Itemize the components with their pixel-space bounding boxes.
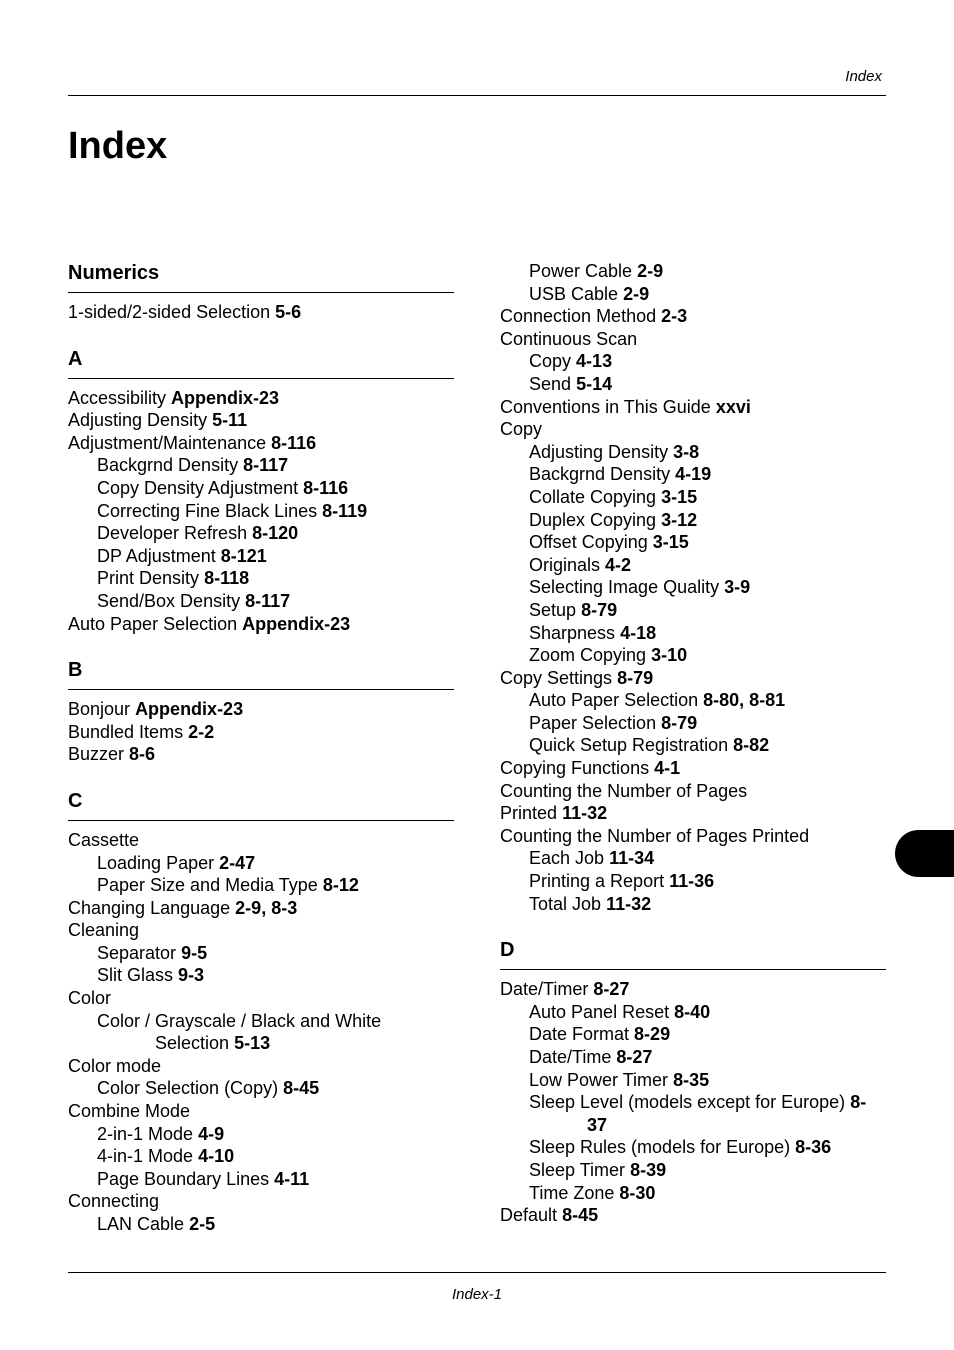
index-term: Sleep Level (models except for Europe) (529, 1092, 846, 1113)
page-reference[interactable]: 4-10 (198, 1146, 235, 1167)
page-reference[interactable]: 8-117 (245, 590, 291, 611)
index-entry (68, 387, 454, 410)
page-reference[interactable]: 4-18 (620, 622, 657, 643)
index-entry (500, 373, 886, 396)
page-reference[interactable]: 5-14 (576, 373, 613, 394)
index-entry (500, 757, 886, 780)
page-title: Index (68, 125, 168, 167)
index-entry (500, 509, 886, 532)
section-heading: D (500, 937, 886, 970)
index-entry (500, 780, 886, 803)
index-entry (500, 1114, 886, 1137)
index-term: Loading Paper (97, 852, 215, 873)
index-entry (500, 1204, 886, 1227)
index-term: Originals (529, 554, 601, 575)
page-reference[interactable]: 8-36 (795, 1137, 832, 1158)
index-entry (500, 1136, 886, 1159)
index-entry (68, 590, 454, 613)
page-reference[interactable]: 8-45 (283, 1078, 320, 1099)
index-entry (500, 418, 886, 441)
page-reference[interactable]: 3-8 (673, 441, 700, 462)
index-term: Bundled Items (68, 721, 184, 742)
page-reference[interactable]: 3-10 (651, 645, 688, 666)
index-entry (68, 1145, 454, 1168)
index-entry (68, 897, 454, 920)
page-reference[interactable]: 2-47 (219, 852, 256, 873)
index-section (500, 260, 886, 915)
chapter-thumb-tab (895, 830, 954, 877)
index-term: Auto Panel Reset (529, 1001, 670, 1022)
index-term: Backgrnd Density (97, 455, 239, 476)
index-term: Copy (500, 419, 543, 440)
index-term: Quick Setup Registration (529, 735, 729, 756)
page-reference[interactable]: 8-82 (733, 735, 770, 756)
page-reference[interactable]: 8-116 (303, 477, 349, 498)
index-term: Sleep Rules (models for Europe) (529, 1137, 791, 1158)
index-section (500, 937, 886, 1227)
index-entry (68, 500, 454, 523)
index-term: Auto Paper Selection (68, 613, 238, 634)
index-entry (500, 1023, 886, 1046)
index-entry (500, 396, 886, 419)
page-reference[interactable]: 2-9 (637, 261, 664, 281)
index-term: LAN Cable (97, 1214, 185, 1234)
index-term: Selection (155, 1033, 230, 1054)
page-reference[interactable]: 4-11 (274, 1168, 310, 1189)
index-entry (500, 1001, 886, 1024)
index-term: Color (68, 988, 112, 1009)
page-reference[interactable]: 8-27 (593, 979, 630, 1000)
index-section (68, 346, 454, 636)
index-entry (68, 874, 454, 897)
page-reference[interactable]: 8- (850, 1092, 867, 1113)
index-term: Cleaning (68, 920, 140, 941)
index-entry (500, 531, 886, 554)
index-term: Accessibility (68, 387, 167, 408)
page-reference[interactable]: 4-13 (576, 351, 613, 372)
index-term: Sharpness (529, 622, 616, 643)
index-entry (500, 1046, 886, 1069)
index-entry (68, 942, 454, 965)
index-term: DP Adjustment (97, 545, 216, 566)
index-term: Separator (97, 942, 177, 963)
page-reference[interactable]: 11-32 (606, 893, 652, 914)
header-rule (68, 95, 886, 96)
index-term: Adjustment/Maintenance (68, 432, 267, 453)
page-reference[interactable]: 4-1 (654, 758, 681, 779)
index-entry (68, 1055, 454, 1078)
page-reference[interactable]: 5-6 (275, 302, 302, 322)
index-section (68, 260, 454, 324)
index-term: Color Selection (Copy) (97, 1078, 279, 1099)
page-reference[interactable]: 8-118 (204, 568, 250, 589)
index-term: Printing a Report (529, 871, 665, 892)
section-heading: A (68, 346, 454, 379)
index-entry (500, 644, 886, 667)
index-entry (68, 454, 454, 477)
index-term: Power Cable (529, 261, 633, 281)
index-entry (500, 870, 886, 893)
index-entry (68, 1032, 454, 1055)
index-entry (500, 305, 886, 328)
page-reference[interactable]: 8-119 (322, 500, 368, 521)
page-reference[interactable]: 8-79 (661, 712, 698, 733)
index-entry (500, 328, 886, 351)
index-entry (68, 567, 454, 590)
page-reference[interactable]: 2-2 (188, 721, 215, 742)
index-term: 4-in-1 Mode (97, 1146, 194, 1167)
index-term: Paper Selection (529, 712, 657, 733)
index-entry (500, 441, 886, 464)
index-term: Color / Grayscale / Black and White (97, 1010, 382, 1031)
index-term: Total Job (529, 893, 602, 914)
section-heading: Numerics (68, 260, 454, 293)
index-entry (68, 743, 454, 766)
index-term: Time Zone (529, 1182, 615, 1203)
index-term: Changing Language (68, 897, 231, 918)
index-entry (500, 622, 886, 645)
page-reference[interactable]: 11-36 (669, 871, 715, 892)
index-entry (500, 893, 886, 916)
index-term: Date/Time (529, 1047, 612, 1067)
index-term: Each Job (529, 848, 605, 869)
page-reference[interactable]: 5-13 (234, 1033, 271, 1054)
index-term: Send (529, 373, 572, 394)
index-entry (500, 1091, 886, 1114)
index-entry (500, 825, 886, 848)
index-term: Counting the Number of Pages (500, 780, 748, 801)
index-term: Combine Mode (68, 1101, 191, 1122)
index-entry (500, 463, 886, 486)
page-reference[interactable]: Appendix-23 (135, 699, 244, 720)
index-entry (500, 283, 886, 306)
index-column-left (68, 260, 454, 1258)
page-reference[interactable]: 5-11 (212, 410, 248, 431)
index-term: Copy Density Adjustment (97, 477, 299, 498)
page-reference[interactable]: xxvi (715, 396, 751, 417)
index-term: Page Boundary Lines (97, 1168, 270, 1189)
index-term: Continuous Scan (500, 328, 638, 349)
index-entry (500, 802, 886, 825)
index-term: Printed (500, 803, 558, 824)
index-entry (500, 350, 886, 373)
index-term: Color mode (68, 1055, 162, 1076)
index-entry (68, 477, 454, 500)
index-entry (68, 852, 454, 875)
page-reference[interactable]: 11-34 (609, 848, 655, 869)
index-entry (500, 978, 886, 1001)
page-reference[interactable]: 3-9 (724, 577, 751, 598)
page-reference[interactable]: 8-6 (129, 744, 156, 765)
index-term: Cassette (68, 829, 140, 850)
page-reference[interactable]: 4-2 (605, 554, 632, 575)
index-term: Adjusting Density (529, 441, 669, 462)
page-reference[interactable]: 8-30 (619, 1182, 656, 1203)
page-reference[interactable]: 8-116 (271, 432, 317, 453)
page-reference[interactable]: 8-35 (673, 1069, 710, 1090)
index-term: Send/Box Density (97, 590, 241, 611)
index-term: Duplex Copying (529, 509, 657, 530)
index-term: Default (500, 1205, 558, 1226)
page-reference[interactable]: 9-3 (178, 965, 205, 986)
index-entry (500, 599, 886, 622)
page-reference[interactable]: 8-121 (220, 545, 267, 566)
index-entry (68, 409, 454, 432)
index-entry (68, 1123, 454, 1146)
index-entry (68, 1077, 454, 1100)
page-reference[interactable]: 8-117 (243, 455, 289, 476)
page-number: Index-1 (451, 1286, 503, 1303)
index-term: Selecting Image Quality (529, 577, 720, 598)
page-reference[interactable]: 8-29 (634, 1024, 671, 1045)
index-section (68, 788, 454, 1236)
index-entry (500, 689, 886, 712)
index-term: Setup (529, 599, 577, 620)
index-term: Slit Glass (97, 965, 174, 986)
section-heading: C (68, 788, 454, 821)
index-section (68, 657, 454, 766)
index-entry (500, 1182, 886, 1205)
index-term: 1-sided/2-sided Selection (68, 302, 271, 322)
page-reference[interactable]: 37 (587, 1114, 608, 1135)
index-entry (500, 847, 886, 870)
section-heading: B (68, 657, 454, 690)
index-term: Sleep Timer (529, 1159, 626, 1180)
page-reference[interactable]: 2-9 (623, 283, 650, 304)
index-term: Date/Timer (500, 979, 589, 1000)
index-term: Date Format (529, 1024, 630, 1045)
index-term: Print Density (97, 568, 200, 589)
index-entry (500, 554, 886, 577)
index-entry (68, 301, 454, 324)
page-reference[interactable]: 11-32 (562, 803, 608, 824)
index-term: Copying Functions (500, 758, 650, 779)
index-entry (500, 260, 886, 283)
page-reference[interactable]: 3-12 (661, 509, 698, 530)
index-column-right (500, 260, 886, 1249)
index-term: Bonjour (68, 699, 131, 720)
page-reference[interactable]: 2-9, 8-3 (235, 897, 298, 918)
index-term: Adjusting Density (68, 410, 208, 431)
index-term: Buzzer (68, 744, 125, 765)
index-entry (68, 964, 454, 987)
index-entry (500, 667, 886, 690)
index-entry (68, 432, 454, 455)
index-term: Backgrnd Density (529, 464, 671, 485)
index-entry (68, 1100, 454, 1123)
page-reference[interactable]: 4-19 (675, 464, 712, 485)
index-term: 2-in-1 Mode (97, 1123, 194, 1144)
index-term: USB Cable (529, 283, 619, 304)
index-entry (68, 1010, 454, 1033)
index-entry (68, 829, 454, 852)
index-term: Collate Copying (529, 486, 657, 507)
index-term: Counting the Number of Pages Printed (500, 825, 810, 846)
page-reference[interactable]: 8-40 (674, 1001, 711, 1022)
index-term: Zoom Copying (529, 645, 647, 666)
page-reference[interactable]: 8-12 (322, 875, 359, 896)
index-entry (68, 987, 454, 1010)
index-term: Connection Method (500, 306, 657, 327)
index-entry (68, 1213, 454, 1236)
page-reference[interactable]: 8-79 (581, 599, 618, 620)
index-entry (68, 1168, 454, 1191)
page-reference[interactable]: Appendix-23 (242, 613, 351, 634)
page-reference[interactable]: 8-79 (617, 667, 654, 688)
page-reference[interactable]: 8-45 (562, 1205, 599, 1226)
index-entry (500, 486, 886, 509)
index-entry (68, 698, 454, 721)
index-term: Paper Size and Media Type (97, 875, 318, 896)
index-term: Low Power Timer (529, 1069, 669, 1090)
index-entry (68, 613, 454, 636)
index-entry (500, 576, 886, 599)
footer-rule (68, 1272, 886, 1273)
index-entry (68, 919, 454, 942)
index-entry (68, 721, 454, 744)
page-reference[interactable]: Appendix-23 (171, 387, 280, 408)
index-term: Correcting Fine Black Lines (97, 500, 318, 521)
index-entry (500, 734, 886, 757)
page-reference[interactable]: 8-39 (630, 1159, 667, 1180)
index-term: Conventions in This Guide (500, 396, 711, 417)
page-reference[interactable]: 3-15 (661, 486, 698, 507)
index-term: Connecting (68, 1191, 160, 1212)
index-term: Developer Refresh (97, 523, 248, 544)
index-entry (500, 1069, 886, 1092)
index-term: Copy (529, 351, 572, 372)
index-term: Copy Settings (500, 667, 613, 688)
page-reference[interactable]: 8-80, 8-81 (703, 690, 786, 711)
index-term: Auto Paper Selection (529, 690, 699, 711)
page-reference[interactable]: 4-9 (198, 1123, 225, 1144)
index-entry (68, 545, 454, 568)
page-reference[interactable]: 8-120 (252, 523, 299, 544)
page-reference[interactable]: 9-5 (181, 942, 208, 963)
index-term: Offset Copying (529, 532, 648, 553)
index-entry (68, 1190, 454, 1213)
index-entry (500, 1159, 886, 1182)
index-entry (500, 712, 886, 735)
running-header: Index (845, 68, 882, 85)
page-reference[interactable]: 2-3 (661, 306, 688, 327)
page-reference[interactable]: 2-5 (189, 1214, 216, 1234)
index-entry (68, 522, 454, 545)
page-reference[interactable]: 8-27 (616, 1047, 653, 1067)
page-reference[interactable]: 3-15 (652, 532, 689, 553)
